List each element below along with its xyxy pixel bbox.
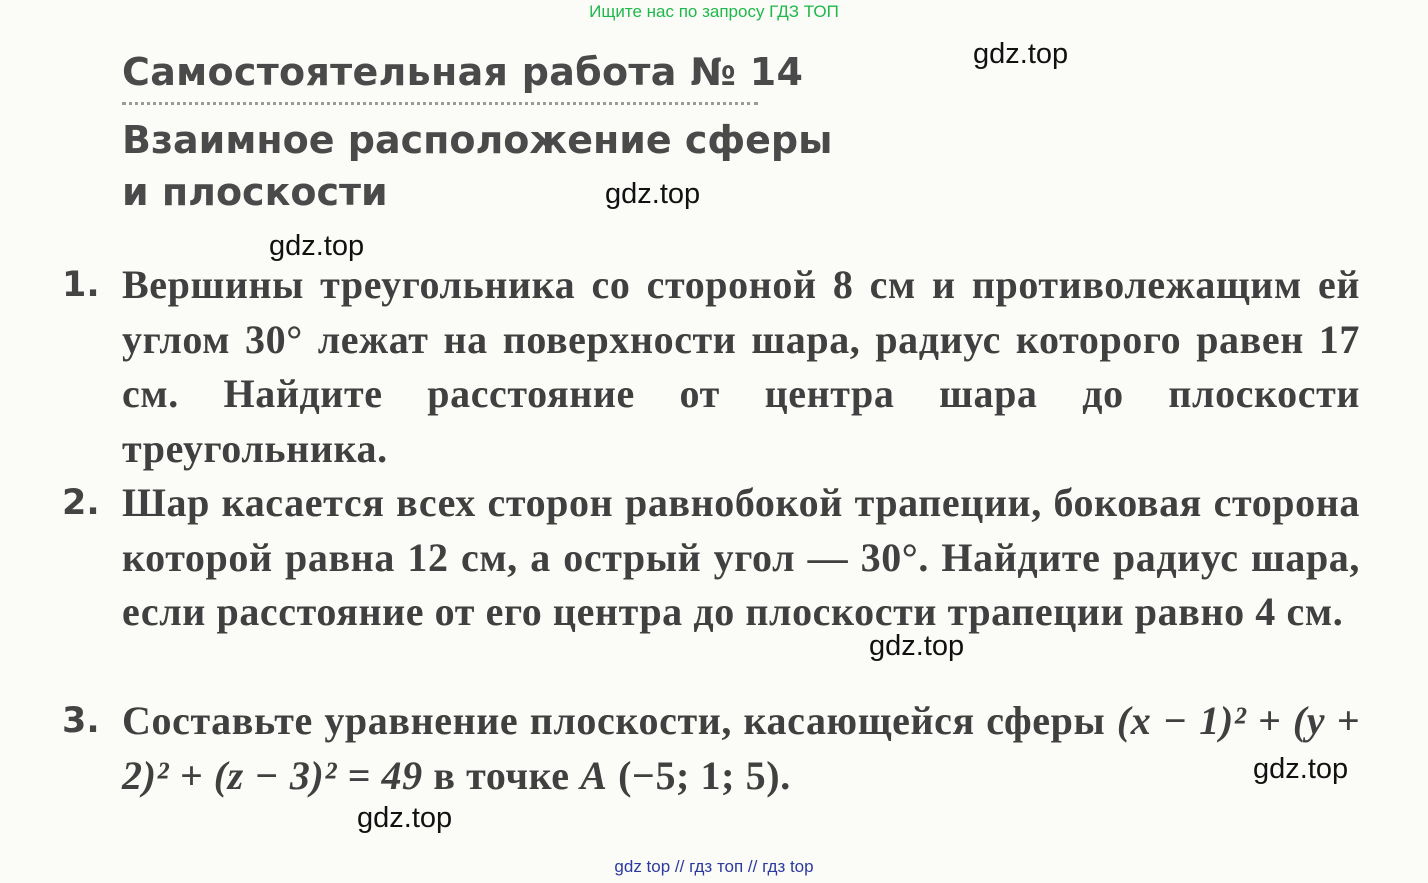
sphere-equation: (x − 1)² + (y + 2)² + (z − 3)² = 49 [122, 698, 1360, 798]
subtitle-line-1: Взаимное расположение сферы [122, 118, 833, 162]
task-2 [62, 476, 1360, 640]
title-divider [122, 102, 758, 105]
task-3 [62, 694, 1360, 803]
subtitle-line-2: и плоскости [122, 170, 388, 214]
work-subtitle [122, 114, 832, 218]
task-number: 3. [62, 701, 100, 741]
watermark: gdz.top [1253, 753, 1349, 785]
work-title: Самостоятельная работа № 14 [122, 50, 804, 94]
task-1 [62, 258, 1360, 476]
point-label: A [580, 752, 608, 798]
footer-links: gdz top // гдз топ // гдз top [614, 857, 814, 876]
top-banner: Ищите нас по запросу ГДЗ ТОП [589, 2, 839, 21]
watermark: gdz.top [605, 178, 701, 210]
point-coords: (−5; 1; 5). [618, 752, 791, 798]
task-text: Вершины треугольника со стороной 8 см и противолежащим ей углом 30° лежат на поверхности шара, радиус которого равен 17 см. Найдите расстояние от центра шара до плоскости треугольника. [122, 262, 1360, 471]
task-number: 1. [62, 265, 100, 305]
watermark: gdz.top [973, 38, 1069, 70]
task-text [122, 694, 1360, 803]
watermark: gdz.top [357, 802, 453, 834]
task-number: 2. [62, 483, 100, 523]
task-text-middle: в точке [433, 752, 570, 798]
task-text-intro: Составьте уравнение плоскости, касающейся сферы [122, 698, 1106, 743]
watermark: gdz.top [269, 230, 365, 262]
task-text: Шар касается всех сторон равнобокой трапеции, боковая сторона которой равна 12 см, а острый угол — 30°. Найдите радиус шара, если расстояние от его центра до плоскости трапеции равно 4 см. [122, 480, 1360, 634]
watermark: gdz.top [869, 630, 965, 662]
